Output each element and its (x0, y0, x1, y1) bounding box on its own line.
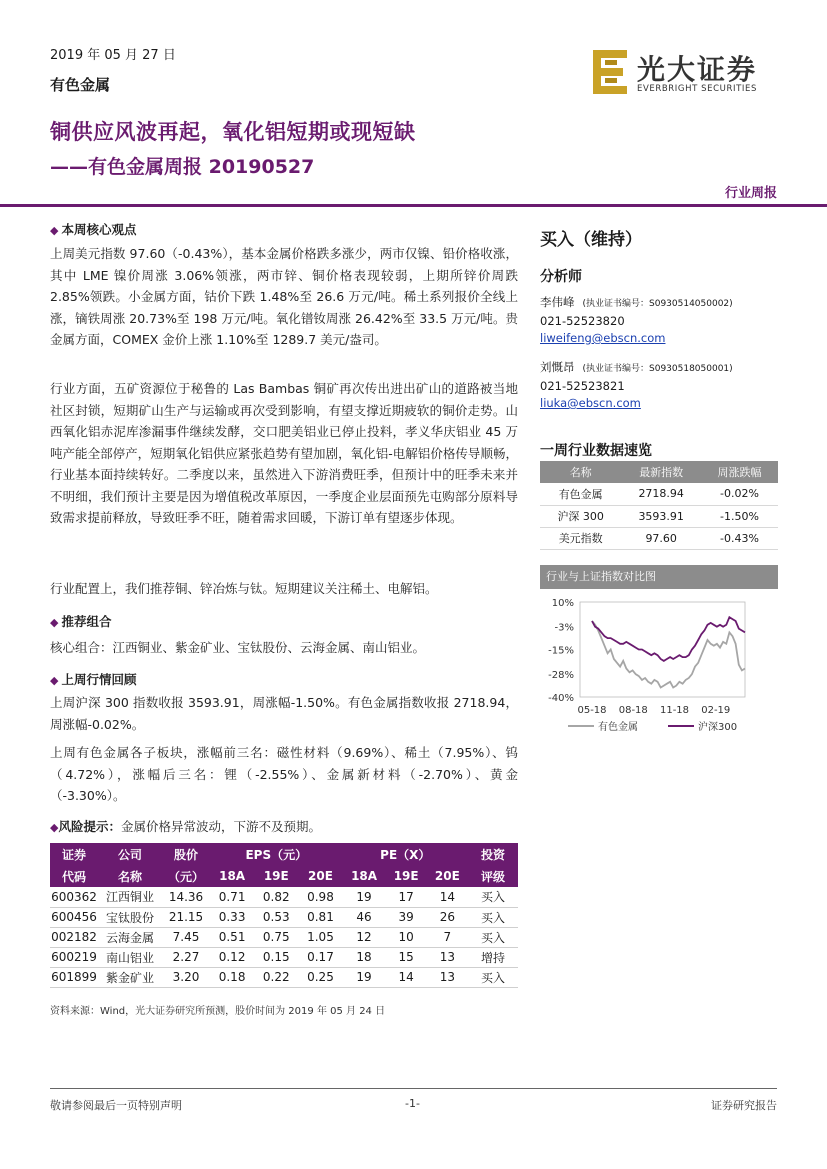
comparison-line-chart (540, 592, 778, 742)
chart-heading: 行业与上证指数对比图 (540, 565, 778, 589)
y-tick-label: -15% (548, 645, 574, 657)
table-cell: 39 (386, 907, 427, 927)
stock-header-cell: 股价 (162, 843, 210, 865)
page-subtitle: ——有色金属周报 20190527 (50, 156, 315, 178)
analyst-phone: 021-52523821 (540, 379, 625, 393)
table-cell: 7 (427, 927, 468, 947)
analyst-name: 刘慨昂 (540, 360, 575, 374)
stock-header-cell: 19E (386, 865, 427, 887)
stock-header-cell: 18A (210, 865, 254, 887)
weekly-header-cell: 周涨跌幅 (701, 461, 778, 483)
table-cell: 46 (343, 907, 386, 927)
logo-text-en: EVERBRIGHT SECURITIES (637, 84, 757, 94)
source-note: 资料来源：Wind，光大证券研究所预测，股价时间为 2019 年 05 月 24 日 (50, 1006, 386, 1017)
table-cell: 0.33 (210, 907, 254, 927)
table-row: 沪深 300 3593.91 -1.50% (540, 505, 778, 527)
diamond-icon: ◆ (50, 674, 59, 687)
table-cell: 3.20 (162, 967, 210, 987)
table-cell: 17 (386, 887, 427, 907)
stock-header-cell: 投资 (468, 843, 518, 865)
table-cell: 0.71 (210, 887, 254, 907)
market-paragraph-1: 上周沪深 300 指数收报 3593.91，周涨幅-1.50%。有色金属指数收报 2718.94，周涨幅-0.02%。 (50, 695, 518, 732)
report-date: 2019 年 05 月 27 日 (50, 48, 176, 63)
stock-header-cell: 20E (298, 865, 342, 887)
analyst-email-link[interactable]: liweifeng@ebscn.com (540, 331, 666, 345)
stock-header-cell: EPS（元） (210, 843, 343, 865)
table-row: 美元指数 97.60 -0.43% (540, 527, 778, 549)
table-cell: 12 (343, 927, 386, 947)
table-cell: 7.45 (162, 927, 210, 947)
table-cell: 14.36 (162, 887, 210, 907)
series-line-nonferrous (592, 621, 745, 688)
y-tick-label: -3% (554, 622, 574, 634)
stock-header-cell: 评级 (468, 865, 518, 887)
series-line-csi300 (592, 617, 745, 661)
table-row (50, 907, 518, 927)
stock-header-cell: 名称 (98, 865, 162, 887)
table-cell: 18 (343, 947, 386, 967)
core-view-paragraph-1: 上周美元指数 97.60（-0.43%），基本金属价格跌多涨少，两市仅镍、铅价格收涨，其中 LME 镍价周涨 3.06%领涨，两市锌、铜价格表现较弱，上期所锌价周跌 2.85%领跌。小金属方面，钴价下跌 1.48%至 26.6 万元/吨。稀土系列报价全线上涨，镝铁周涨 20.73%至 198 万元/吨。氧化镨钕周涨 26.42%至 33.5 万元/吨。贵金属方面，COMEX 金价上涨 1.10%至 1289.7 美元/盎司。 (50, 246, 518, 347)
diamond-icon: ◆ (50, 821, 59, 834)
table-cell: 0.17 (298, 947, 342, 967)
x-tick-label: 02-19 (701, 705, 731, 716)
table-cell: 0.75 (254, 927, 298, 947)
stock-header-cell: 证券 (50, 843, 98, 865)
analyst-2 (540, 359, 733, 412)
stock-table (50, 843, 518, 988)
table-cell: 买入 (468, 887, 518, 907)
sector-label: 有色金属 (50, 76, 111, 94)
stock-header-cell: 18A (343, 865, 386, 887)
table-row: 有色金属 2718.94 -0.02% (540, 483, 778, 505)
table-cell: 宝钛股份 (98, 907, 162, 927)
diamond-icon: ◆ (50, 616, 59, 629)
footer-disclaimer: 敬请参阅最后一页特别声明 (50, 1099, 182, 1112)
weekly-data-heading: 一周行业数据速览 (540, 443, 652, 459)
analyst-phone: 021-52523820 (540, 314, 625, 328)
table-cell: 买入 (468, 907, 518, 927)
core-view-paragraph-2: 行业方面，五矿资源位于秘鲁的 Las Bambas 铜矿再次传出进出矿山的道路被当地社区封锁，短期矿山生产与运输或再次受到影响，有望支撑近期疲软的铜价走势。山西氧化铝赤泥库渗漏事件继续发酵，交口肥美铝业已停止投料，孝义华庆铝业 45 万吨产能全部停产，短期氧化铝供应紧张趋势有望加剧，氧化铝-电解铝价格传导顺畅，行业基本面持续转好。二季度以来，虽然进入下游消费旺季，但预计中的旺季未来并不明细，我们预计主要是因为增值税改革原因，一季度企业层面预先屯购部分原料导致需求提前释放，导致旺季不旺，随着需求回暖，下游订单有望逐步体现。 (50, 381, 518, 525)
analyst-1 (540, 294, 733, 347)
table-cell: 19 (343, 967, 386, 987)
table-row (50, 927, 518, 947)
stock-header-cell: （元） (162, 865, 210, 887)
y-tick-label: -28% (548, 670, 574, 682)
x-tick-label: 08-18 (618, 705, 648, 716)
table-cell: 600219 (50, 947, 98, 967)
core-view-paragraph-3: 行业配置上，我们推荐铜、锌冶炼与钛。短期建议关注稀土、电解铝。 (50, 581, 438, 596)
table-cell: 买入 (468, 967, 518, 987)
table-cell: 0.53 (254, 907, 298, 927)
analyst-cert: (执业证书编号：S0930518050001) (582, 364, 733, 374)
analyst-name: 李伟峰 (540, 295, 575, 309)
legend-label: 有色金属 (598, 722, 638, 733)
table-cell: 增持 (468, 947, 518, 967)
table-cell: 云海金属 (98, 927, 162, 947)
stock-header-cell: PE（X） (343, 843, 468, 865)
table-cell: 江西铜业 (98, 887, 162, 907)
risk-heading: 风险提示： (58, 819, 121, 834)
doc-type-label: 行业周报 (724, 186, 777, 201)
rating-label: 买入（维持） (540, 230, 642, 250)
table-cell: 15 (386, 947, 427, 967)
table-cell: 26 (427, 907, 468, 927)
stock-header-cell: 公司 (98, 843, 162, 865)
table-cell: 600362 (50, 887, 98, 907)
table-cell: 10 (386, 927, 427, 947)
x-tick-label: 05-18 (577, 705, 607, 716)
y-tick-label: -40% (548, 693, 574, 704)
weekly-data-table (540, 461, 778, 550)
x-tick-label: 11-18 (659, 705, 690, 716)
table-cell: 13 (427, 967, 468, 987)
analyst-cert: (执业证书编号：S0930514050002) (582, 299, 733, 309)
table-cell: 600456 (50, 907, 98, 927)
company-logo (593, 48, 783, 98)
table-cell: 1.05 (298, 927, 342, 947)
market-paragraph-2: 上周有色金属各子板块，涨幅前三名：磁性材料（9.69%）、稀土（7.95%）、钨（4.72%），涨幅后三名：锂（-2.55%）、金属新材料（-2.70%）、黄金（-3.30%）。 (50, 745, 518, 803)
header-divider (0, 204, 827, 207)
table-cell: 买入 (468, 927, 518, 947)
footer-divider (50, 1088, 777, 1089)
stock-header-cell: 20E (427, 865, 468, 887)
plot-frame (580, 602, 745, 697)
weekly-header-cell: 名称 (540, 461, 621, 483)
table-cell: 2.27 (162, 947, 210, 967)
analyst-heading: 分析师 (540, 269, 582, 285)
page-number: -1- (405, 1097, 420, 1110)
table-cell: 紫金矿业 (98, 967, 162, 987)
footer-report-type: 证券研究报告 (711, 1099, 777, 1112)
table-cell: 0.15 (254, 947, 298, 967)
section-heading-core: ◆ 本周核心观点 (50, 222, 137, 237)
table-cell: 19 (343, 887, 386, 907)
table-cell: 002182 (50, 927, 98, 947)
table-cell: 21.15 (162, 907, 210, 927)
table-row (50, 887, 518, 907)
table-cell: 0.18 (210, 967, 254, 987)
table-cell: 0.98 (298, 887, 342, 907)
table-cell: 0.12 (210, 947, 254, 967)
analyst-email-link[interactable]: liuka@ebscn.com (540, 396, 641, 410)
table-cell: 南山铝业 (98, 947, 162, 967)
table-cell: 14 (427, 887, 468, 907)
section-heading-market: ◆ 上周行情回顾 (50, 672, 137, 687)
table-cell: 0.25 (298, 967, 342, 987)
table-cell: 0.82 (254, 887, 298, 907)
table-cell: 13 (427, 947, 468, 967)
table-row (50, 967, 518, 987)
diamond-icon: ◆ (50, 224, 59, 237)
page-title: 铜供应风波再起，氧化铝短期或现短缺 (50, 120, 416, 144)
table-cell: 601899 (50, 967, 98, 987)
risk-paragraph (50, 816, 518, 839)
section-heading-portfolio: ◆ 推荐组合 (50, 614, 112, 629)
logo-text-cn: 光大证券 (637, 53, 758, 86)
legend-label: 沪深300 (698, 722, 738, 733)
y-tick-label: 10% (551, 598, 574, 609)
risk-text: 金属价格异常波动，下游不及预期。 (120, 819, 321, 834)
portfolio-paragraph: 核心组合：江西铜业、紫金矿业、宝钛股份、云海金属、南山铝业。 (50, 640, 426, 655)
stock-header-cell: 19E (254, 865, 298, 887)
logo-mark-icon (593, 48, 633, 96)
weekly-header-cell: 最新指数 (621, 461, 701, 483)
table-cell: 0.22 (254, 967, 298, 987)
table-cell: 0.81 (298, 907, 342, 927)
table-cell: 14 (386, 967, 427, 987)
stock-header-cell: 代码 (50, 865, 98, 887)
table-cell: 0.51 (210, 927, 254, 947)
table-row (50, 947, 518, 967)
